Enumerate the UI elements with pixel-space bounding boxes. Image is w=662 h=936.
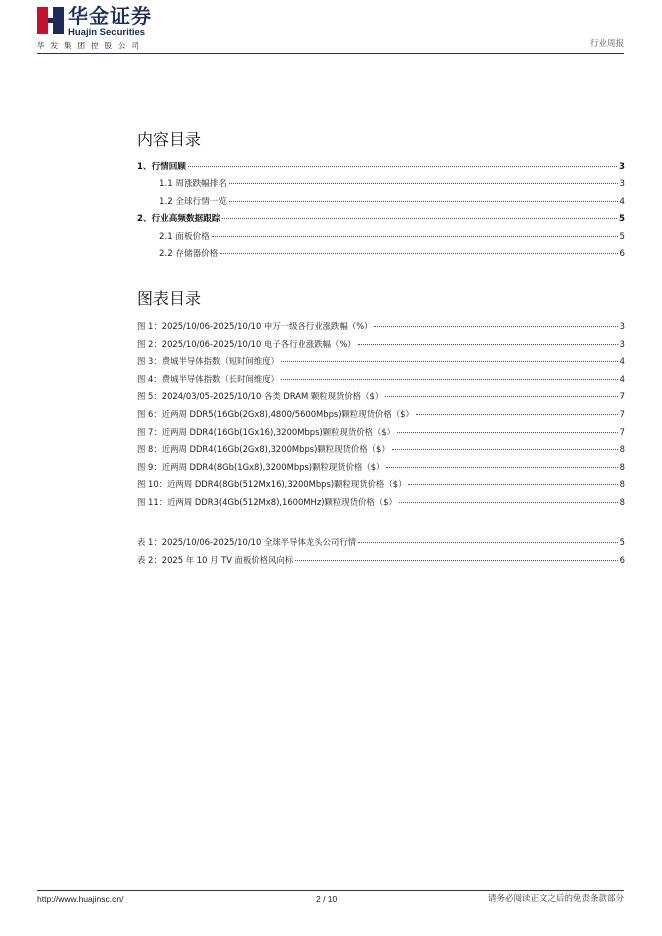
figure-entry-text: 图 6：近两周 DDR5(16Gb(2Gx8),4800/5600Mbps)颗粒现货价格（$） — [137, 408, 414, 419]
figure-entry-page: 7 — [619, 408, 625, 419]
figure-entry-text: 图 4：费城半导体指数（长时间维度） — [137, 373, 279, 384]
figure-entry-page: 7 — [619, 391, 625, 402]
toc-entry-text: 1.2 全球行情一览 — [159, 196, 227, 207]
figure-entry-text: 图 3：费城半导体指数（短时间维度） — [137, 356, 279, 367]
figure-entry-text: 图 1：2025/10/06-2025/10/10 申万一级各行业涨跌幅（%） — [137, 321, 373, 331]
toc-entry-text: 1.1 周涨跌幅排名 — [159, 179, 227, 190]
brand-name-en: Huajin Securities — [68, 27, 146, 38]
footer-disclaimer: 请务必阅读正文之后的免责条款部分 — [487, 894, 624, 904]
figure-entry-page: 8 — [619, 444, 625, 455]
toc-entry-page: 3 — [619, 179, 625, 190]
table-entry[interactable] — [137, 552, 625, 570]
dot-leader — [386, 467, 617, 468]
huajin-logo-icon — [37, 7, 64, 34]
figure-entry[interactable] — [137, 424, 625, 442]
figures-title: 图表目录 — [137, 289, 202, 308]
figure-entry-text: 图 7：近两周 DDR4(16Gb(1Gx16),3200Mbps)颗粒现货价格（$） — [137, 426, 396, 437]
contents-title: 内容目录 — [137, 130, 202, 149]
brand-subtitle: 华发集团控股公司 — [37, 41, 145, 50]
dot-leader — [392, 449, 618, 450]
dot-leader — [229, 183, 618, 184]
figure-entry[interactable] — [137, 353, 625, 371]
figure-entry[interactable] — [137, 459, 625, 477]
toc-entry-page: 4 — [619, 196, 625, 207]
figure-entry-text: 图 11：近两周 DDR3(4Gb(512Mx8),1600MHz)颗粒现货价格（$） — [137, 496, 397, 507]
table-entry-page: 6 — [619, 554, 625, 565]
figure-entry-page: 4 — [619, 356, 625, 367]
toc-entry-page: 6 — [619, 248, 625, 259]
contents-list — [137, 159, 625, 263]
figure-entry-text: 图 9：近两周 DDR4(8Gb(1Gx8),3200Mbps)颗粒现货价格（$） — [137, 461, 385, 472]
toc-entry-text: 2、行业高频数据跟踪 — [137, 214, 221, 225]
figure-entry-page: 8 — [619, 479, 625, 490]
table-entry-text: 表 1：2025/10/06-2025/10/10 全球半导体龙头公司行情 — [137, 537, 357, 547]
figure-entry-text: 图 10：近两周 DDR4(8Gb(512Mx16),3200Mbps)颗粒现货价格（$） — [137, 479, 407, 490]
figure-entry-page: 3 — [619, 321, 625, 331]
toc-entry[interactable] — [137, 211, 625, 228]
toc-entry[interactable] — [137, 246, 625, 263]
dot-leader — [220, 253, 617, 254]
figure-entry-page: 4 — [619, 373, 625, 384]
dot-leader — [229, 201, 618, 202]
dot-leader — [374, 326, 617, 327]
toc-entry[interactable] — [137, 194, 625, 211]
dot-leader — [295, 560, 617, 561]
report-type-label: 行业周报 — [589, 39, 624, 49]
toc-entry[interactable] — [137, 229, 625, 246]
toc-entry-text: 2.1 面板价格 — [159, 231, 210, 242]
toc-entry-page: 5 — [619, 231, 625, 242]
dot-leader — [399, 502, 618, 503]
dot-leader — [408, 484, 617, 485]
figure-entry[interactable] — [137, 494, 625, 512]
figure-entry-text: 图 5：2024/03/05-2025/10/10 各类 DRAM 颗粒现货价格（$） — [137, 391, 384, 402]
dot-leader — [385, 396, 617, 397]
dot-leader — [222, 218, 617, 219]
figure-entry-page: 8 — [619, 496, 625, 507]
dot-leader — [212, 236, 618, 237]
figure-entry[interactable] — [137, 388, 625, 406]
toc-entry-text: 2.2 存储器价格 — [159, 248, 219, 259]
page-header — [0, 0, 662, 56]
brand-name-cn: 华金证券 — [68, 4, 152, 28]
chart-list — [137, 318, 625, 512]
figure-entry-page: 3 — [619, 338, 625, 349]
figure-entry-text: 图 2：2025/10/06-2025/10/10 电子各行业涨跌幅（%） — [137, 338, 356, 349]
page-number: 2 / 10 — [316, 894, 338, 904]
figure-entry-text: 图 8：近两周 DDR4(16Gb(2Gx8),3200Mbps)颗粒现货价格（$） — [137, 444, 390, 455]
header-divider — [37, 53, 624, 54]
toc-entry[interactable] — [137, 159, 625, 176]
toc-entry-page: 3 — [619, 162, 625, 172]
figure-entry[interactable] — [137, 371, 625, 389]
figure-entry[interactable] — [137, 336, 625, 354]
figure-entry[interactable] — [137, 476, 625, 494]
dot-leader — [416, 414, 618, 415]
figure-entry-page: 7 — [619, 426, 625, 437]
table-entry-text: 表 2：2025 年 10 月 TV 面板价格风向标 — [137, 554, 294, 565]
footer-divider — [37, 890, 624, 891]
figure-entry[interactable] — [137, 318, 625, 336]
dot-leader — [358, 344, 618, 345]
figure-entry[interactable] — [137, 441, 625, 459]
dot-leader — [188, 166, 617, 167]
dot-leader — [281, 361, 618, 362]
table-list — [137, 534, 625, 569]
dot-leader — [281, 379, 618, 380]
dot-leader — [397, 432, 618, 433]
toc-entry-page: 5 — [619, 214, 625, 225]
table-entry-page: 5 — [619, 537, 625, 547]
figure-entry[interactable] — [137, 406, 625, 424]
figure-entry-page: 8 — [619, 461, 625, 472]
dot-leader — [358, 542, 618, 543]
toc-entry[interactable] — [137, 176, 625, 193]
toc-entry-text: 1、行情回顾 — [137, 162, 186, 172]
footer-url-link[interactable]: http://www.huajinsc.cn/ — [37, 894, 124, 904]
table-entry[interactable] — [137, 534, 625, 552]
